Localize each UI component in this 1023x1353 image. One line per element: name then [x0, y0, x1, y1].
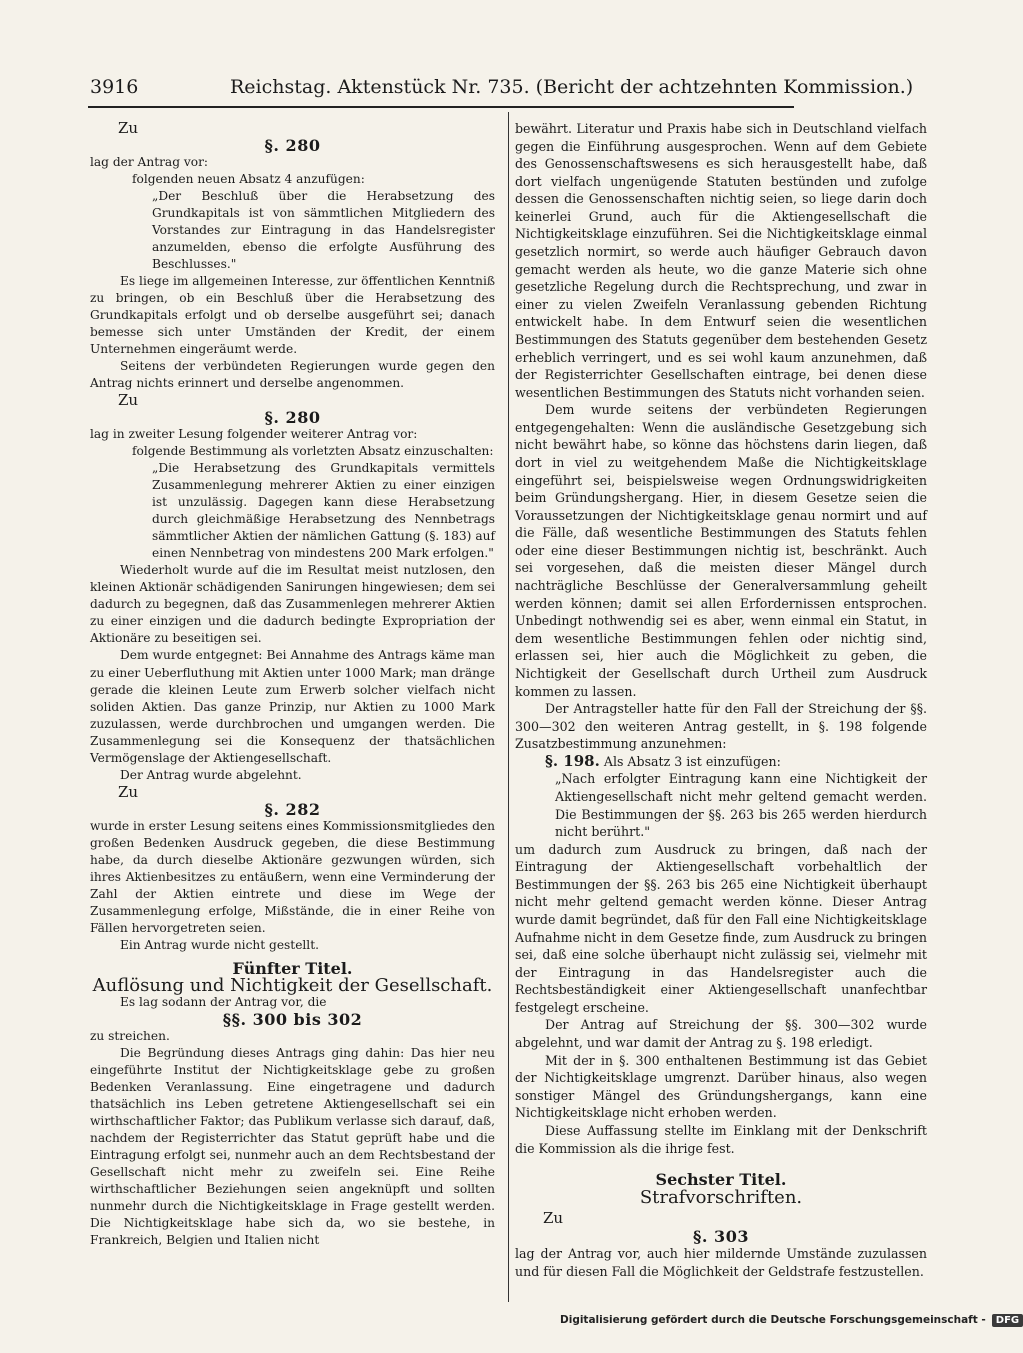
title-heading: Sechster Titel. [655, 1170, 787, 1190]
paragraph: bewährt. Literatur und Praxis habe sich in Deutschland vielfach gegen die Einführung ausgesprochen. Wenn auf dem Gebiete des Genossenschaftswesens es sich herausgestellt habe, daß dort vielfach ungenügende Statuten bestünden und zufolge dessen die Genossenschaften nichtig seien, so liege darin doch keinerlei Grund, auch für die Aktiengesellschaft die Nichtigkeitsklage einzuführen. Sei die Nichtigkeitsklage einmal gesetzlich normirt, so werde auch häufiger Gebrauch davon gemacht werden als heute, wo die ganze Materie sich ohne gesetzliche Regelung durch die Rechtsprechung, und zwar in einer zu vielen Zweifeln Veranlassung gebenden Richtung entwickelt habe. In dem Entwurf seien die wesentlichen Bestimmungen des Statuts gegenüber dem bestehenden Gesetz erheblich verringert, und es sei wohl kaum anzunehmen, daß der Registerrichter Gesellschaften eintrage, bei denen diese wesentlichen Bestimmungen des Statuts nicht vorhanden seien. [515, 121, 927, 400]
paragraph: Der Antragsteller hatte für den Fall der Streichung der §§. 300—302 den weiteren Antrag gestellt, in §. 198 folgende Zusatzbestimmung anzunehmen: [515, 701, 927, 752]
title-subheading: Auflösung und Nichtigkeit der Gesellschaft. [92, 974, 493, 996]
section-heading: §. 280 [264, 408, 321, 428]
zu-label: Zu [118, 782, 139, 801]
paragraph: Die Begründung dieses Antrags ging dahin: Das hier neu eingeführte Institut der Nichtigkeitsklage gebe zu großen Bedenken Veranlassung. Eine eingetragene und dadurch thatsächlich ins Leben getretene Aktiengesellschaft sei ein wirthschaftlicher Faktor; das Publikum verlasse sich darauf, daß, nachdem der Registerrichter das Statut geprüft habe und die Eintragung erfolgt sei, nunmehr auch an dem Rechtsbestand der Gesellschaft nicht mehr zu zweifeln sei. Eine Reihe wirthschaftlicher Beziehungen seien angeknüpft und sollten nunmehr durch die Nichtigkeitsklage in Frage gestellt werden. Die Nichtigkeitsklage habe sich da, wo sie bestehe, in Frankreich, Belgien und Italien nicht [90, 1045, 495, 1248]
paragraph: Es liege im allgemeinen Interesse, zur öffentlichen Kenntniß zu bringen, ob ein Beschluß über die Herabsetzung des Grundkapitals erfolgt und ob derselbe ausgeführt sei; danach bemesse sich unter Umständen der Kredit, der einem Unternehmen eingeräumt werde. [90, 274, 495, 357]
paragraph: Dem wurde entgegnet: Bei Annahme des Antrags käme man zu einer Ueberfluthung mit Aktien unter 1000 Mark; man dränge gerade die kleinen Leute zum Erwerb solcher vielfach nicht soliden Aktien. Das ganze Prinzip, nur Aktien zu 1000 Mark zuzulassen, werde durchbrochen und umgangen werden. Die Zusammenlegung sei die Konsequenz der thatsächlichen Vermögenslage der Aktiengesellschaft. [90, 648, 495, 765]
paragraph [515, 753, 927, 771]
column-rule [508, 112, 509, 1302]
section-heading: §. 303 [693, 1226, 749, 1246]
paragraph: Diese Auffassung stellte im Einklang mit der Denkschrift die Kommission als die ihrige fest. [515, 1122, 927, 1156]
quotation: „Der Beschluß über die Herabsetzung des Grundkapitals ist von sämmtlichen Mitgliedern des Vorstandes zur Eintragung in das Handelsregister anzumelden, ebenso die erfolgte Ausführung des Beschlusses." [152, 189, 495, 272]
left-column [90, 120, 495, 1249]
paragraph: lag der Antrag vor: [90, 155, 209, 170]
page-number: 3916 [90, 76, 139, 98]
header-rule [88, 106, 794, 108]
paragraph: lag in zweiter Lesung folgender weiterer Antrag vor: [90, 427, 418, 442]
quotation: „Nach erfolgter Eintragung kann eine Nichtigkeit der Aktiengesellschaft nicht mehr geltend gemacht werden. Die Bestimmungen der §§. 263 bis 265 werden hierdurch nicht berührt." [555, 771, 927, 840]
section-heading: §. 282 [264, 799, 321, 819]
paragraph: Wiederholt wurde auf die im Resultat meist nutzlosen, den kleinen Aktionär schädigenden Sanirungen hingewiesen; dem sei dadurch zu begegnen, daß das Zusammenlegen mehrerer Aktien zu einer einzigen und die dadurch bedingte Expropriation der Aktionäre zu beseitigen sei. [90, 563, 495, 646]
paragraph: zu streichen. [90, 1028, 170, 1043]
title-heading: Fünfter Titel. [232, 958, 353, 978]
right-column [515, 120, 927, 1281]
paragraph: Seitens der verbündeten Regierungen wurde gegen den Antrag nichts erinnert und derselbe angenommen. [90, 359, 495, 391]
running-title: Reichstag. Aktenstück Nr. 735. (Bericht der achtzehnten Kommission.) [230, 76, 914, 98]
footer-credit [560, 1314, 1020, 1338]
section-heading: §§. 300 bis 302 [222, 1009, 363, 1029]
paragraph: Der Antrag wurde abgelehnt. [120, 767, 302, 782]
paragraph: um dadurch zum Ausdruck zu bringen, daß nach der Eintragung der Aktiengesellschaft vorbehaltlich der Bestimmungen der §§. 263 bis 265 eine Nichtigkeit überhaupt nicht mehr geltend gemacht werden könne. Dieser Antrag wurde damit begründet, daß für den Fall eine Nichtigkeitsklage Aufnahme nicht in dem Gesetze finde, zum Ausdruck zu bringen sei, daß eine solche überhaupt nicht zulässig sei, vielmehr mit der Eintragung in das Handelsregister auch die Rechtsbeständigkeit einer Aktiengesellschaft unanfechtbar festgelegt erscheine. [515, 841, 927, 1015]
quotation: „Die Herabsetzung des Grundkapitals vermittels Zusammenlegung mehrerer Aktien zu einer einzigen ist unzulässig. Dagegen kann diese Herabsetzung durch gleichmäßige Herabsetzung des Nennbetrags sämmtlicher Aktien der nämlichen Gattung (§. 183) auf einen Nennbetrag von mindestens 200 Mark erfolgen." [152, 461, 495, 561]
section-inline-heading: §. 198. [545, 751, 600, 770]
paragraph: wurde in erster Lesung seitens eines Kommissionsmitgliedes den großen Bedenken Ausdruck gegeben, die diese Bestimmung habe, da durch dieselbe Aktionäre gezwungen würden, sich ihres Aktienbesitzes zu entäußern, wenn eine Verminderung der Zahl der Aktien eintrete und diese im Wege der Zusammenlegung erfolge, Mißstände, die in einer Reihe von Fällen hervorgetreten seien. [90, 818, 495, 935]
paragraph: Es lag sodann der Antrag vor, die [120, 994, 327, 1009]
page-header [90, 76, 914, 102]
section-heading: §. 280 [264, 136, 321, 156]
paragraph: folgenden neuen Absatz 4 anzufügen: [132, 172, 365, 187]
paragraph: Dem wurde seitens der verbündeten Regierungen entgegengehalten: Wenn die ausländische Gesetzgebung sich nicht bewährt habe, so könne das höchstens darin liegen, daß dort in viel zu weitgehendem Maße die Nichtigkeitsklage eingeführt sei, beispielsweise wegen Ordnungswidrigkeiten beim Gründungshergang. Hier, in diesem Gesetze seien die Voraussetzungen der Nichtigkeitsklage genau normirt und auf die Fälle, daß wesentliche Bestimmungen des Statuts fehlen oder eine dieser Bestimmungen nichtig ist, beschränkt. Auch sei vorgesehen, daß die meisten dieser Mängel durch nachträgliche Beschlüsse der Generalversammlung geheilt werden können; damit sei allen Erfordernissen entsprochen. Unbedingt nothwendig sei es aber, wenn einmal ein Statut, in dem wesentliche Bestimmungen fehlen oder nichtig sind, erlassen sei, hier auch die Möglichkeit zu geben, die Nichtigkeit der Gesellschaft durch Urtheil zum Ausdruck kommen zu lassen. [515, 402, 927, 699]
zu-label: Zu [118, 391, 139, 410]
paragraph-text: Als Absatz 3 ist einzufügen: [603, 753, 781, 769]
zu-label: Zu [118, 119, 139, 137]
paragraph: Ein Antrag wurde nicht gestellt. [120, 937, 319, 952]
zu-label: Zu [543, 1209, 564, 1228]
title-subheading: Strafvorschriften. [639, 1186, 803, 1208]
footer-text: Digitalisierung gefördert durch die Deutsche Forschungsgemeinschaft - [560, 1314, 986, 1326]
paragraph: Der Antrag auf Streichung der §§. 300—302 wurde abgelehnt, und war damit der Antrag zu §. 198 erledigt. [515, 1017, 927, 1051]
paragraph: lag der Antrag vor, auch hier mildernde Umstände zuzulassen und für diesen Fall die Möglichkeit der Geldstrafe festzustellen. [515, 1246, 927, 1279]
paragraph: folgende Bestimmung als vorletzten Absatz einzuschalten: [132, 444, 494, 459]
paragraph: Mit der in §. 300 enthaltenen Bestimmung ist das Gebiet der Nichtigkeitsklage umgrenzt. Darüber hinaus, also wegen sonstiger Mängel des Gründungshergangs, kann eine Nichtigkeitsklage nicht erhoben werden. [515, 1052, 927, 1121]
dfg-logo: DFG [992, 1314, 1023, 1327]
